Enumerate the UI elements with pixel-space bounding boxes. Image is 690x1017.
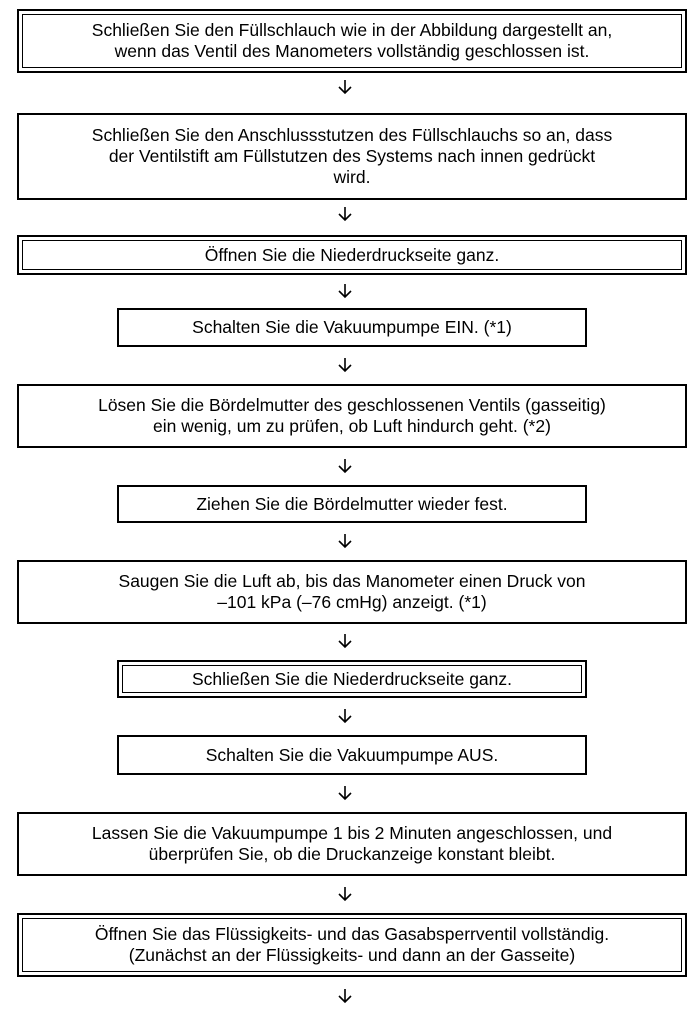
down-arrow-icon xyxy=(337,357,353,373)
down-arrow-icon xyxy=(337,283,353,299)
step-text: Lassen Sie die Vakuumpumpe 1 bis 2 Minuten angeschlossen, und überprüfen Sie, ob die Druckanzeige konstant bleibt. xyxy=(91,823,613,864)
flow-step-6 xyxy=(117,485,587,523)
flow-step-2 xyxy=(17,113,687,200)
flow-step-7 xyxy=(17,560,687,624)
flow-step-9 xyxy=(117,735,587,775)
step-text: Saugen Sie die Luft ab, bis das Manometer einen Druck von –101 kPa (–76 cmHg) anzeigt. (*1) xyxy=(118,571,586,612)
flow-step-10 xyxy=(17,812,687,876)
down-arrow-icon xyxy=(337,458,353,474)
flow-step-4 xyxy=(117,308,587,347)
step-text: Öffnen Sie das Flüssigkeits- und das Gasabsperrventil vollständig. (Zunächst an der Flüssigkeits- und dann an der Gasseite) xyxy=(94,924,610,965)
down-arrow-icon xyxy=(337,708,353,724)
down-arrow-icon xyxy=(337,533,353,549)
flow-step-3 xyxy=(17,235,687,275)
flow-step-5 xyxy=(17,384,687,448)
down-arrow-icon xyxy=(337,886,353,902)
down-arrow-icon xyxy=(337,988,353,1004)
down-arrow-icon xyxy=(337,785,353,801)
flow-step-1 xyxy=(17,9,687,73)
step-text: Schalten Sie die Vakuumpumpe AUS. xyxy=(205,744,499,765)
step-text: Schließen Sie die Niederdruckseite ganz. xyxy=(191,668,513,689)
flow-step-11 xyxy=(17,913,687,977)
step-text: Schalten Sie die Vakuumpumpe EIN. (*1) xyxy=(192,317,512,337)
step-text: Ziehen Sie die Bördelmutter wieder fest. xyxy=(196,493,508,514)
step-text: Schließen Sie den Füllschlauch wie in der Abbildung dargestellt an, wenn das Ventil des Manometers vollständig geschlossen ist. xyxy=(91,20,613,61)
step-text: Lösen Sie die Bördelmutter des geschlossenen Ventils (gasseitig) ein wenig, um zu prüfen, ob Luft hindurch geht. (*2) xyxy=(98,395,606,436)
step-text: Öffnen Sie die Niederdruckseite ganz. xyxy=(204,244,500,265)
step-text: Schließen Sie den Anschlussstutzen des Füllschlauchs so an, dass der Ventilstift am Füllstutzen des Systems nach innen gedrückt wird. xyxy=(91,125,613,187)
down-arrow-icon xyxy=(337,633,353,649)
down-arrow-icon xyxy=(337,79,353,95)
down-arrow-icon xyxy=(337,206,353,222)
flow-step-8 xyxy=(117,660,587,698)
